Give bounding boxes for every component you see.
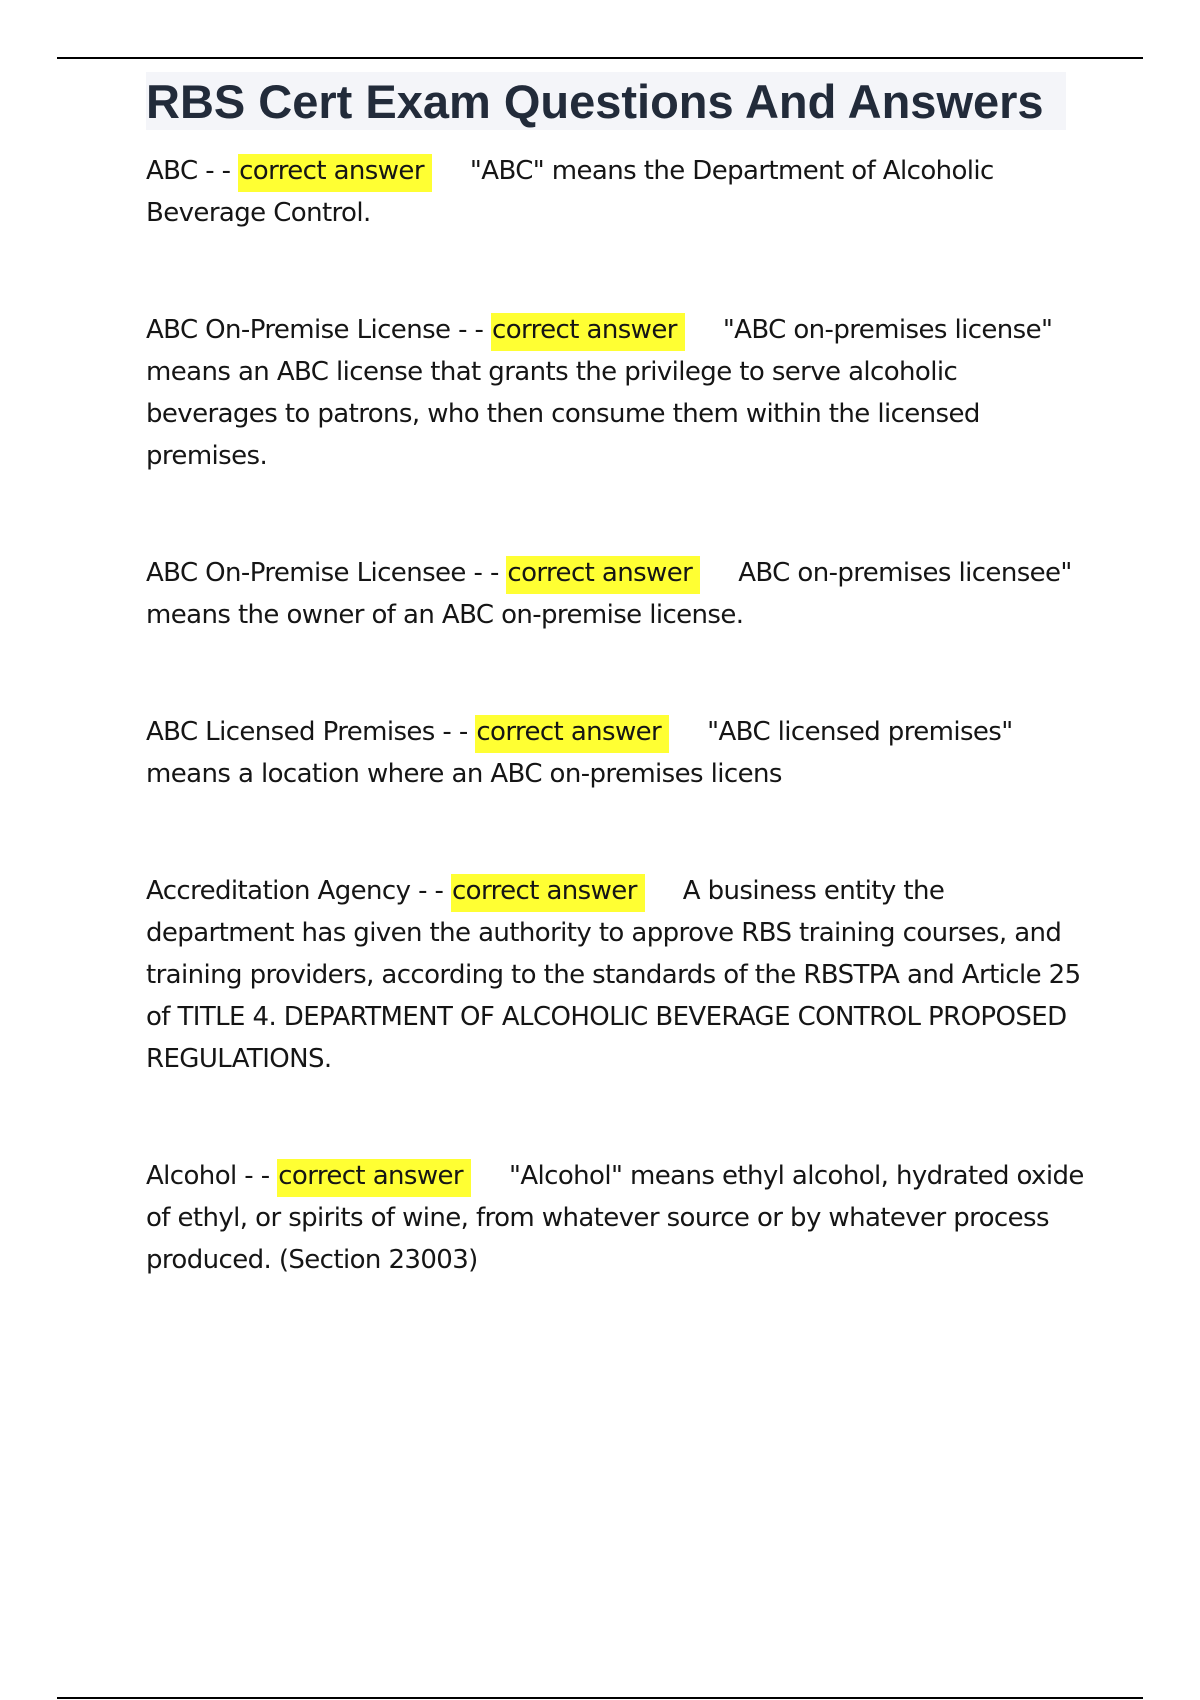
entry-definition: "ABC" means the Department of Alcoholic Beverage Control. [146,156,994,228]
entry-abc-on-premise-license [146,309,1091,477]
entry-alcohol [146,1155,1091,1281]
entry-abc [146,150,1091,234]
entry-abc-licensed-premises [146,711,1091,795]
entry-term: ABC [146,156,198,186]
entry-definition: "ABC licensed premises" means a location where an ABC on-premises licens [146,717,1013,789]
correct-answer-highlight: correct answer [451,874,645,912]
entry-separator: - - [197,156,239,186]
bottom-rule [57,1697,1143,1699]
entry-term: Accreditation Agency [146,876,411,906]
entry-abc-on-premise-licensee [146,552,1091,636]
entry-separator: - - [236,1161,278,1191]
correct-answer-highlight: correct answer [475,715,669,753]
entry-list [146,150,1091,1281]
page-title: RBS Cert Exam Questions And Answers [146,72,1066,130]
entry-separator: - - [434,717,476,747]
entry-definition: "ABC on-premises license" means an ABC license that grants the privilege to serve alcoholic beverages to patrons, who then consume them within the licensed premises. [146,315,1053,471]
entry-separator: - - [450,315,491,345]
entry-term: Alcohol [146,1161,237,1191]
top-rule [57,57,1143,59]
entry-term: ABC On-Premise Licensee [146,558,466,588]
entry-definition: A business entity the department has given the authority to approve RBS training courses, and training providers, according to the standards of the RBSTPA and Article 25 of TITLE 4. DEPARTMENT OF ALCOHOLIC BEVERAGE CONTROL PROPOSED REGULATIONS. [146,876,1081,1074]
entry-term: ABC On-Premise License [146,315,451,345]
correct-answer-highlight: correct answer [491,313,685,351]
correct-answer-highlight: correct answer [238,154,432,192]
entry-separator: - - [410,876,451,906]
correct-answer-highlight: correct answer [506,556,700,594]
entry-accreditation-agency [146,870,1091,1080]
entry-definition: ABC on-premises licensee" means the owner of an ABC on-premise license. [146,558,1072,630]
entry-definition: "Alcohol" means ethyl alcohol, hydrated oxide of ethyl, or spirits of wine, from whatever source or by whatever process produced. (Section 23003) [146,1161,1084,1275]
correct-answer-highlight: correct answer [277,1159,471,1197]
entry-term: ABC Licensed Premises [146,717,435,747]
entry-separator: - - [465,558,507,588]
document-body [146,72,1091,1281]
